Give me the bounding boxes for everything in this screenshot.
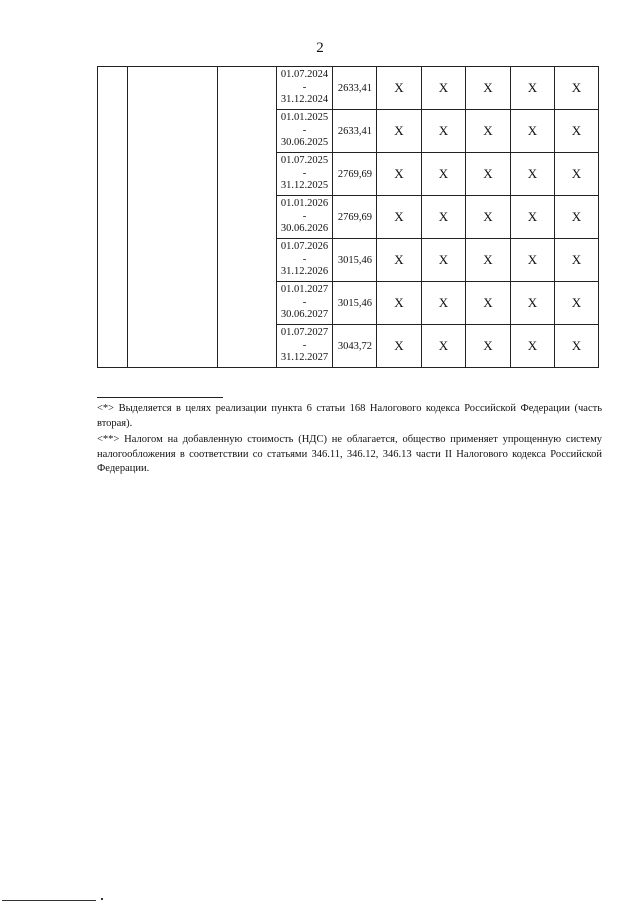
period-cell	[277, 325, 333, 368]
mark-cell: X	[422, 239, 466, 282]
period-end: 31.12.2026	[280, 266, 329, 278]
mark-cell: X	[422, 67, 466, 110]
period-cell	[277, 153, 333, 196]
mark-cell: X	[466, 282, 511, 325]
page-number: 2	[316, 40, 324, 56]
period-dash: -	[302, 81, 307, 93]
mark-cell: X	[422, 325, 466, 368]
mark-cell: X	[555, 239, 599, 282]
mark-cell: X	[466, 67, 511, 110]
mark-cell: X	[422, 282, 466, 325]
mark-cell: X	[555, 196, 599, 239]
table-row	[98, 67, 599, 110]
mark-cell: X	[511, 282, 555, 325]
mark-cell: X	[555, 282, 599, 325]
price-cell: 2633,41	[333, 110, 377, 153]
period-end: 31.12.2027	[280, 352, 329, 364]
period-start: 01.01.2025	[280, 112, 329, 124]
footnote-vat-exempt: <**> Налогом на добавленную стоимость (НДС) не облагается, общество применяет упрощенную систему налогообложения в соответствии со статьями 346.11, 346.12, 346.13 части II Налогового кодекса Российской Федерации.	[97, 434, 602, 474]
period-cell	[277, 67, 333, 110]
period-cell	[277, 196, 333, 239]
mark-cell: X	[377, 325, 422, 368]
merged-cell-1	[98, 67, 128, 368]
price-cell: 3043,72	[333, 325, 377, 368]
scan-artifact	[101, 898, 103, 900]
merged-cell-2	[128, 67, 218, 368]
period-start: 01.07.2025	[280, 155, 329, 167]
period-dash: -	[302, 339, 307, 351]
merged-cell-3	[218, 67, 277, 368]
period-start: 01.07.2026	[280, 241, 329, 253]
period-start: 01.07.2024	[280, 69, 329, 81]
mark-cell: X	[511, 67, 555, 110]
mark-cell: X	[511, 196, 555, 239]
mark-cell: X	[511, 239, 555, 282]
mark-cell: X	[377, 239, 422, 282]
period-dash: -	[302, 253, 307, 265]
period-end: 30.06.2025	[280, 137, 329, 149]
period-end: 31.12.2025	[280, 180, 329, 192]
footnote-vat-allocation: <*> Выделяется в целях реализации пункта 6 статьи 168 Налогового кодекса Российской Федерации (часть вторая).	[97, 403, 602, 429]
period-start: 01.01.2027	[280, 284, 329, 296]
mark-cell: X	[377, 153, 422, 196]
table-body	[98, 67, 599, 368]
mark-cell: X	[377, 282, 422, 325]
mark-cell: X	[511, 325, 555, 368]
mark-cell: X	[511, 153, 555, 196]
price-cell: 3015,46	[333, 239, 377, 282]
mark-cell: X	[555, 325, 599, 368]
mark-cell: X	[422, 110, 466, 153]
price-cell: 2633,41	[333, 67, 377, 110]
period-dash: -	[302, 167, 307, 179]
period-start: 01.01.2026	[280, 198, 329, 210]
mark-cell: X	[511, 110, 555, 153]
period-cell	[277, 239, 333, 282]
period-cell	[277, 110, 333, 153]
mark-cell: X	[466, 110, 511, 153]
mark-cell: X	[555, 110, 599, 153]
mark-cell: X	[377, 196, 422, 239]
period-dash: -	[302, 296, 307, 308]
bottom-scan-edge	[2, 900, 96, 901]
price-cell: 2769,69	[333, 153, 377, 196]
mark-cell: X	[377, 67, 422, 110]
period-end: 31.12.2024	[280, 94, 329, 106]
mark-cell: X	[466, 325, 511, 368]
mark-cell: X	[555, 67, 599, 110]
mark-cell: X	[555, 153, 599, 196]
price-cell: 2769,69	[333, 196, 377, 239]
period-end: 30.06.2027	[280, 309, 329, 321]
period-end: 30.06.2026	[280, 223, 329, 235]
tariff-table	[97, 66, 599, 368]
mark-cell: X	[422, 153, 466, 196]
mark-cell: X	[377, 110, 422, 153]
footnote-separator	[97, 397, 223, 398]
period-dash: -	[302, 210, 307, 222]
mark-cell: X	[422, 196, 466, 239]
period-cell	[277, 282, 333, 325]
mark-cell: X	[466, 239, 511, 282]
period-start: 01.07.2027	[280, 327, 329, 339]
period-dash: -	[302, 124, 307, 136]
price-cell: 3015,46	[333, 282, 377, 325]
mark-cell: X	[466, 153, 511, 196]
footnotes	[97, 402, 602, 479]
mark-cell: X	[466, 196, 511, 239]
